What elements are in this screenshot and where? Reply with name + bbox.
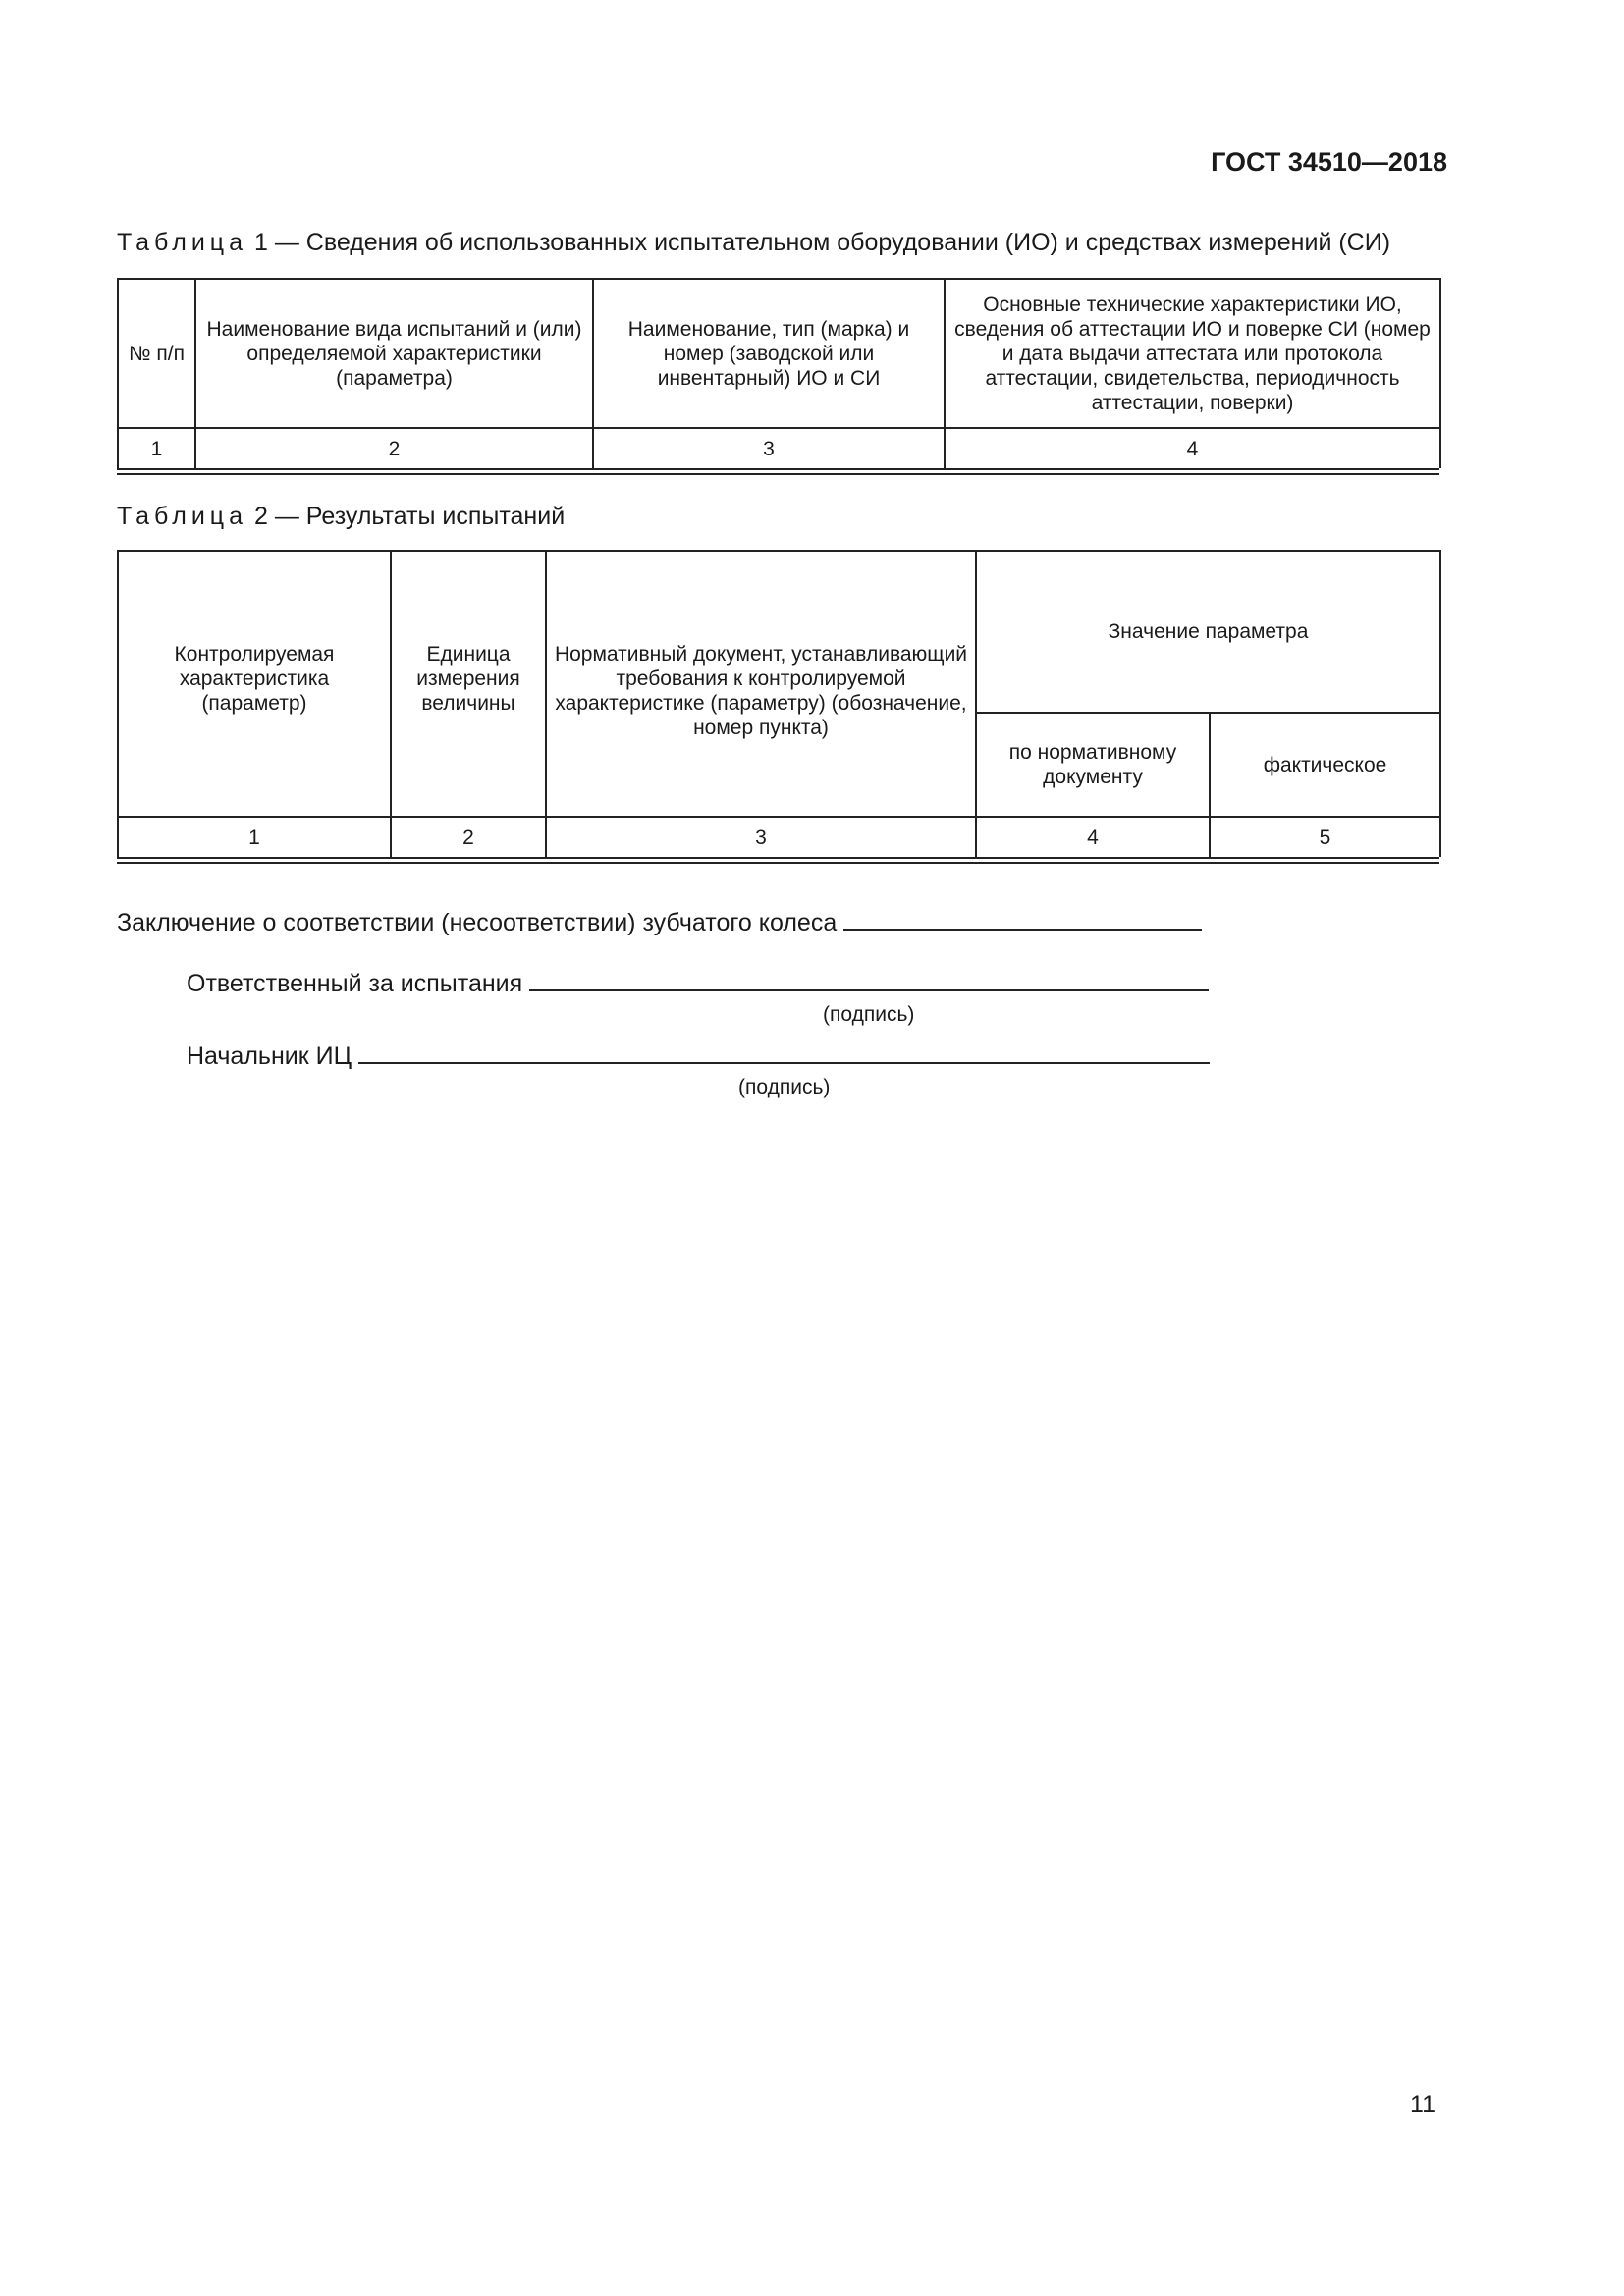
table1-caption	[117, 229, 1390, 257]
page-number: 11	[1410, 2091, 1435, 2118]
table1-number-cell: 3	[593, 428, 945, 468]
head-signature-hint: (подпись)	[738, 1076, 831, 1098]
conclusion-label: Заключение о соответствии (несоответствии) зубчатого колеса	[117, 909, 838, 936]
table2-bottom-border	[117, 857, 1439, 864]
table2-number-cell: 2	[391, 817, 546, 857]
head-signature-line[interactable]	[358, 1062, 1210, 1064]
table1	[117, 278, 1441, 468]
conclusion-line	[117, 909, 1202, 937]
head-label: Начальник ИЦ	[187, 1042, 352, 1070]
table2	[117, 550, 1441, 857]
table1-bottom-border	[117, 468, 1439, 475]
table2-subheader-cell: фактическое	[1210, 713, 1440, 817]
standard-code: ГОСТ 34510—2018	[1211, 147, 1447, 177]
table1-number-row	[118, 428, 1440, 468]
table1-number-cell: 4	[945, 428, 1440, 468]
table2-caption-prefix: Таблица	[117, 503, 248, 530]
table1-number-cell: 2	[195, 428, 593, 468]
conclusion-fill-line[interactable]	[843, 929, 1202, 931]
table2-number-cell: 5	[1210, 817, 1440, 857]
table1-header-cell: Основные технические характеристики ИО, сведения об аттестации ИО и поверке СИ (номер и дата выдачи аттестата или протокола аттестации, свидетельства, периодичность аттестации, поверки)	[945, 279, 1440, 428]
table2-caption-text: 2 — Результаты испытаний	[253, 503, 566, 530]
table2-number-cell: 4	[976, 817, 1210, 857]
table2-header-row	[118, 551, 1440, 713]
responsible-signature-line[interactable]	[529, 989, 1209, 991]
table2-number-cell: 3	[546, 817, 976, 857]
table1-header-cell: Наименование, тип (марка) и номер (заводской или инвентарный) ИО и СИ	[593, 279, 945, 428]
table1-header-cell: Наименование вида испытаний и (или) определяемой характеристики (параметра)	[195, 279, 593, 428]
table1-header-cell: № п/п	[118, 279, 195, 428]
responsible-signature-hint: (подпись)	[823, 1003, 915, 1026]
table2-header-cell: Нормативный документ, устанавливающий требования к контролируемой характеристике (параметру) (обозначение, номер пункта)	[546, 551, 976, 817]
table2-header-cell: Значение параметра	[976, 551, 1440, 713]
table2-caption	[117, 503, 565, 531]
responsible-label: Ответственный за испытания	[187, 970, 523, 997]
table1-header-row	[118, 279, 1440, 428]
responsible-line	[187, 970, 1209, 998]
table2-header-cell: Контролируемая характеристика (параметр)	[118, 551, 391, 817]
table2-number-row	[118, 817, 1440, 857]
table2-number-cell: 1	[118, 817, 391, 857]
table1-number-cell: 1	[118, 428, 195, 468]
table2-header-cell: Единица измерения величины	[391, 551, 546, 817]
table1-caption-prefix: Таблица	[117, 229, 248, 256]
table2-subheader-cell: по нормативному документу	[976, 713, 1210, 817]
head-line	[187, 1042, 1210, 1071]
table1-caption-text: 1 — Сведения об использованных испытательном оборудовании (ИО) и средствах измерений (СИ)	[253, 229, 1391, 256]
